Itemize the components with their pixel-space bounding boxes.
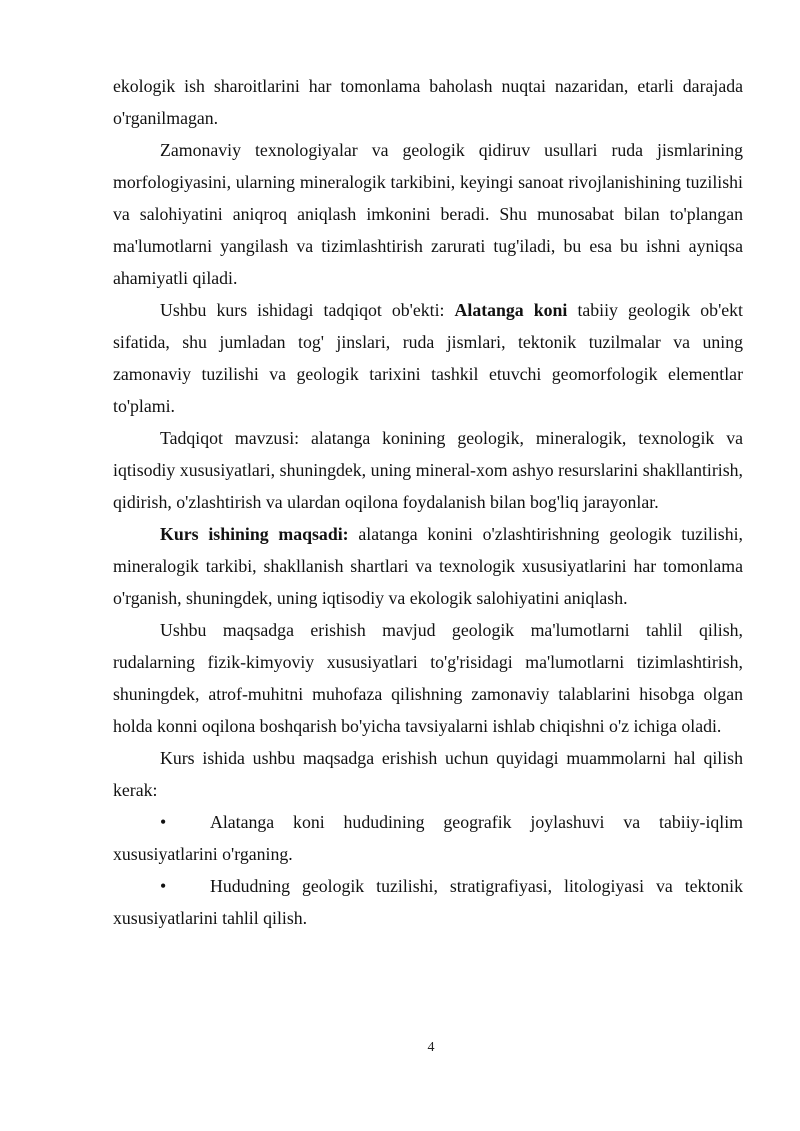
paragraph-aim	[113, 518, 743, 614]
list-item-text: Alatanga koni hududining geografik joylashuvi va tabiiy-iqlim xususiyatlarini o'rganing.	[113, 812, 743, 864]
paragraph-research-subject	[113, 422, 743, 518]
paragraph-text: Zamonaviy texnologiyalar va geologik qidiruv usullari ruda jismlarining morfologiyasini, ularning mineralogik tarkibini, keyingi sanoat rivojlanishining tuzilishi va salohiyatini aniqroq aniqlash imkonini beradi. Shu munosabat bilan to'plangan ma'lumotlarni yangilash va tizimlashtirish zarurati tug'iladi, bu esa bu ishni ayniqsa ahamiyatli qiladi.	[113, 140, 743, 288]
list-item-text: Hududning geologik tuzilishi, stratigrafiyasi, litologiyasi va tektonik xususiyatlarini tahlil qilish.	[113, 876, 743, 928]
paragraph-technologies	[113, 134, 743, 294]
page-number: 4	[427, 1040, 435, 1055]
paragraph-continuation	[113, 70, 743, 134]
paragraph-text: Kurs ishida ushbu maqsadga erishish uchun quyidagi muammolarni hal qilish kerak:	[113, 748, 743, 800]
bullet-icon: •	[160, 876, 167, 896]
paragraph-text: Ushbu kurs ishidagi tadqiqot ob'ekti:	[160, 300, 455, 320]
paragraph-achievement	[113, 614, 743, 742]
bullet-icon: •	[160, 812, 167, 832]
list-item	[113, 806, 743, 870]
paragraph-tasks-intro	[113, 742, 743, 806]
list-item	[113, 870, 743, 934]
body-text	[113, 70, 743, 934]
paragraph-text: Ushbu maqsadga erishish mavjud geologik ma'lumotlarni tahlil qilish, rudalarning fizik-kimyoviy xususiyatlari to'g'risidagi ma'lumotlarni tizimlashtirish, shuningdek, atrof-muhitni muhofaza qilishning zamonaviy talablarini hisobga olgan holda konni oqilona boshqarish bo'yicha tavsiyalarni ishlab chiqishni o'z ichiga oladi.	[113, 620, 743, 736]
paragraph-text: tabiiy geologik ob'ekt sifatida, shu jumladan tog' jinslari, ruda jismlari, tektonik tuzilmalar va uning zamonaviy tuzilishi va geologik tarixini tashkil etuvchi geomorfologik elementlar to'plami.	[113, 300, 743, 416]
paragraph-text: ekologik ish sharoitlarini har tomonlama baholash nuqtai nazaridan, etarli darajada o'rganilmagan.	[113, 76, 743, 128]
bold-term: Alatanga koni	[454, 300, 568, 320]
paragraph-research-object	[113, 294, 743, 422]
paragraph-text: Tadqiqot mavzusi: alatanga konining geologik, mineralogik, texnologik va iqtisodiy xususiyatlari, shuningdek, uning mineral-xom ashyo resurslarini shakllantirish, qidirish, o'zlashtirish va ulardan oqilona foydalanish bilan bog'liq jarayonlar.	[113, 428, 743, 512]
bold-heading: Kurs ishining maqsadi:	[160, 524, 349, 544]
paragraph-text: alatanga konini o'zlashtirishning geologik tuzilishi, mineralogik tarkibi, shakllanish shartlari va texnologik xususiyatlarini har tomonlama o'rganish, shuningdek, uning iqtisodiy va ekologik salohiyatini aniqlash.	[113, 524, 743, 608]
